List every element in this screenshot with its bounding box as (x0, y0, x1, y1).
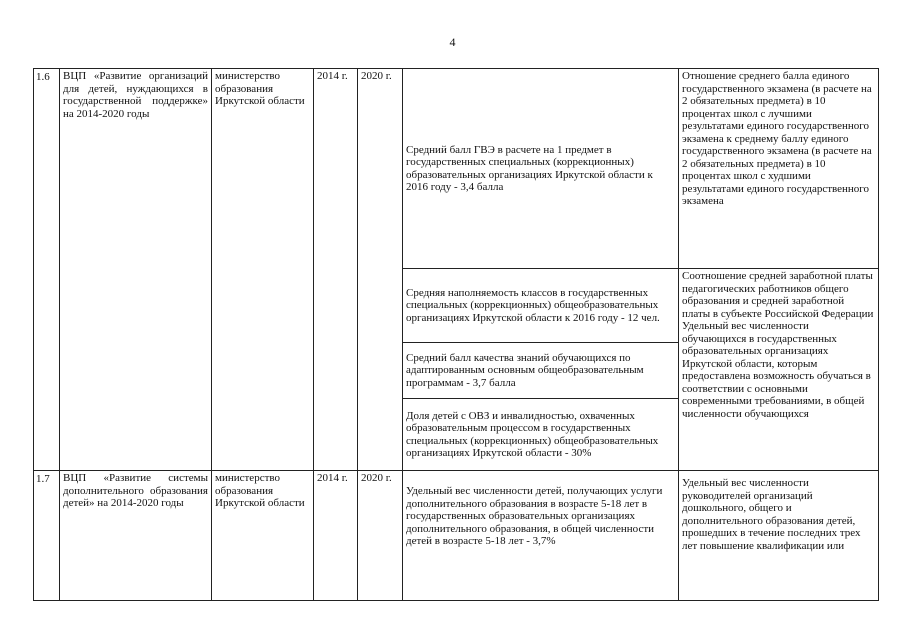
program-table (33, 68, 879, 601)
row-number: 1.6 (34, 69, 60, 471)
start-year: 2014 г. (314, 69, 358, 471)
table-row (34, 471, 879, 601)
executor: министерство образования Иркутской области (212, 471, 314, 601)
linked-indicator-cell: Удельный вес численности руководителей организаций дошкольного, общего и дополнительного образования детей, прошедших в течение последних трех лет повышение квалификации или (679, 471, 879, 601)
indicator-cell: Доля детей с ОВЗ и инвалидностью, охваченных образовательным процессом в государственных специальных (коррекционных) общеобразовательных организациях Иркутской области - 30% (403, 399, 679, 471)
program-name: ВЦП «Развитие организаций для детей, нуждающихся в государственной поддержке» на 2014-2020 годы (60, 69, 212, 471)
linked-indicator-text: Удельный вес численности обучающихся в государственных образовательных организациях Иркутской области, которым предоставлена возможность обучаться в соответствии с основными современными требованиями, в общей численности обучающихся (682, 320, 871, 420)
linked-indicator-text: Соотношение средней заработной платы педагогических работников общего образования и средней заработной платы в субъекте Российской Федерации (682, 270, 874, 320)
indicator-cell: Удельный вес численности детей, получающих услуги дополнительного образования в возрасте 5-18 лет в государственных образовательных организациях дополнительного образования, в общей численности детей в возрасте 5-18 лет - 3,7% (403, 471, 679, 601)
linked-indicator-cell: Отношение среднего балла единого государственного экзамена (в расчете на 2 обязательных предмета) в 10 процентах школ с лучшими результатами единого государственного экзамена к среднему баллу единого государственного экзамена (в расчете на 2 обязательных предмета) в 10 процентах школ с худшими результатами единого государственного экзамена (679, 69, 879, 269)
linked-indicator-cell (679, 269, 879, 471)
end-year: 2020 г. (358, 69, 403, 471)
executor: министерство образования Иркутской области (212, 69, 314, 471)
table-row (34, 69, 879, 269)
page-number: 4 (449, 35, 456, 49)
end-year: 2020 г. (358, 471, 403, 601)
indicator-cell: Средний балл ГВЭ в расчете на 1 предмет в государственных специальных (коррекционных) образовательных организациях Иркутской области к 2016 году - 3,4 балла (403, 69, 679, 269)
indicator-cell: Средняя наполняемость классов в государственных специальных (коррекционных) общеобразовательных организациях Иркутской области к 2016 году - 12 чел. (403, 269, 679, 343)
row-number: 1.7 (34, 471, 60, 601)
start-year: 2014 г. (314, 471, 358, 601)
program-name: ВЦП «Развитие системы дополнительного образования детей» на 2014-2020 годы (60, 471, 212, 601)
indicator-cell: Средний балл качества знаний обучающихся по адаптированным основным общеобразовательным программам - 3,7 балла (403, 343, 679, 399)
